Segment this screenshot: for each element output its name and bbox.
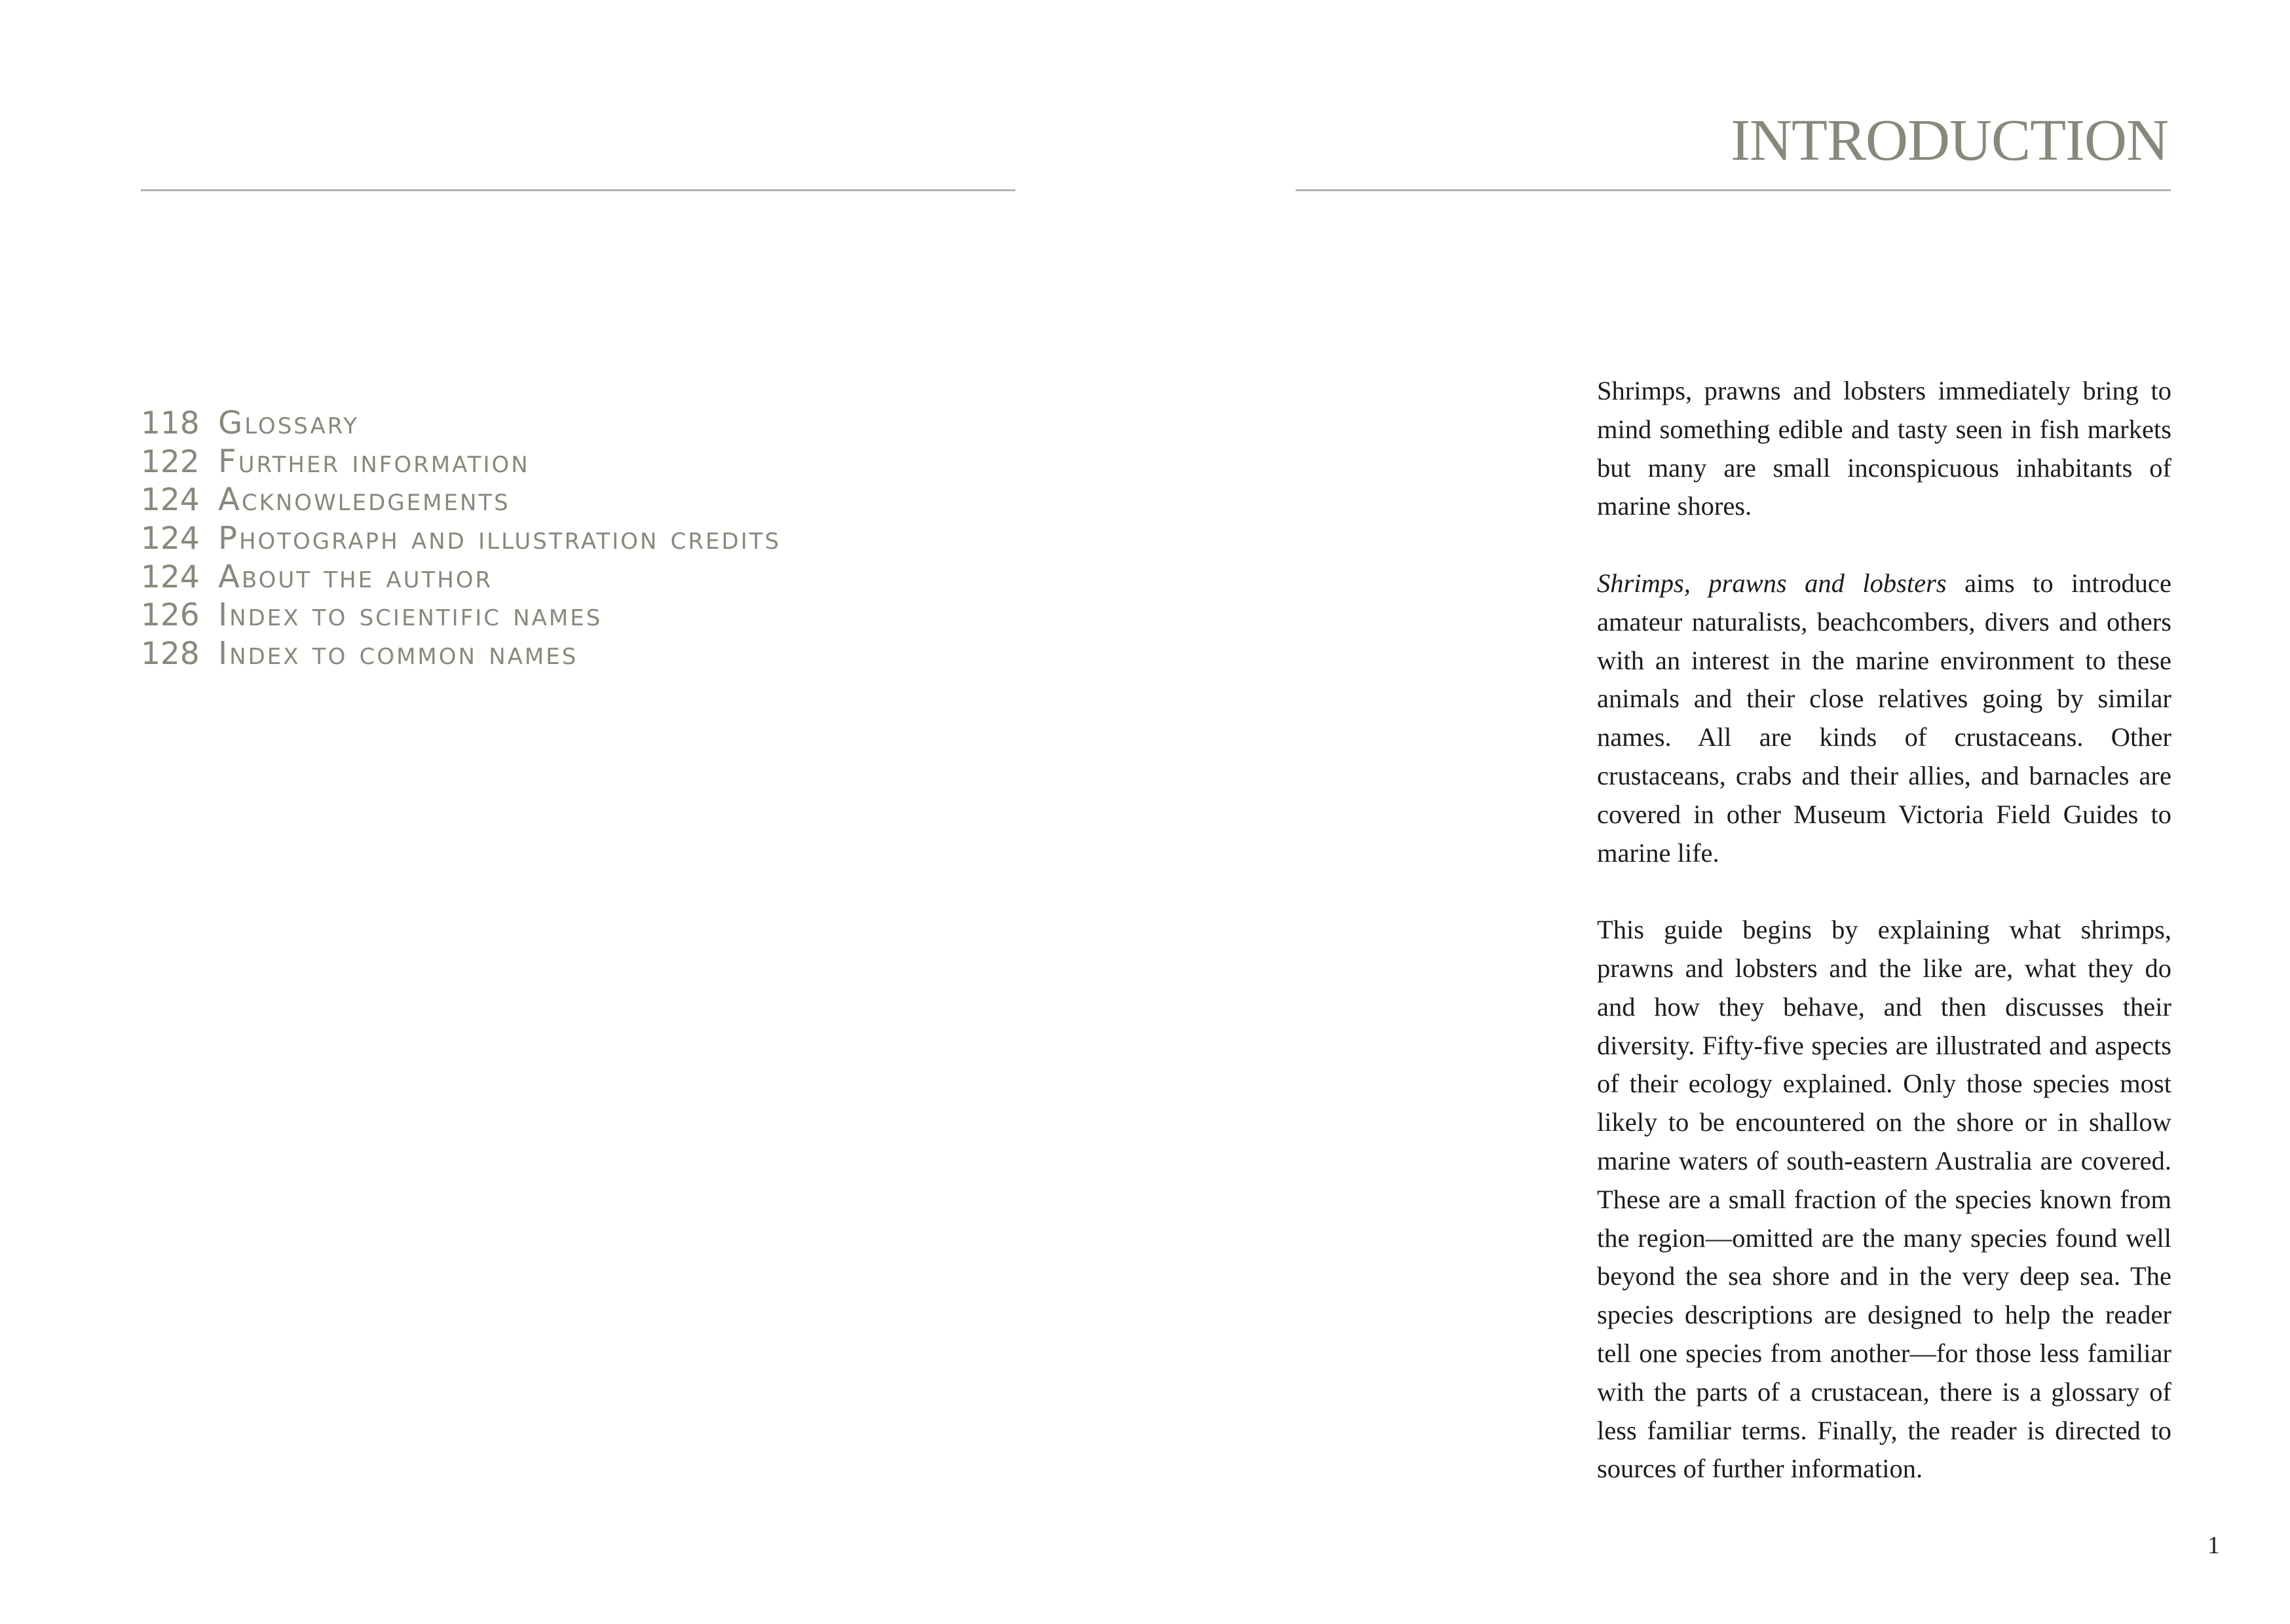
paragraph	[1597, 564, 2171, 872]
introduction-body	[1597, 372, 2171, 1527]
toc-page-number: 128	[141, 636, 200, 673]
paragraph: This guide begins by explaining what shrimps, prawns and lobsters and the like are, what they do and how they behave, and then discusses their diversity. Fifty-five species are illustrated and aspects of their ecology explained. Only those species most likely to be encountered on the shore or in shallow marine waters of south-eastern Australia are covered. These are a small fraction of the species known from the region—omitted are the many species found well beyond the sea shore and in the very deep sea. The species descriptions are designed to help the reader tell one species from another—for those less familiar with the parts of a crustacean, there is a glossary of less familiar terms. Finally, the reader is directed to sources of further information.	[1597, 915, 2171, 1484]
toc-item	[141, 520, 781, 559]
toc-title: Glossary	[218, 405, 359, 441]
toc-title: Index to scientific names	[218, 597, 603, 634]
page-title: INTRODUCTION	[1731, 108, 2168, 173]
toc-title: Further information	[218, 443, 530, 480]
toc-item	[141, 405, 781, 443]
toc-item	[141, 559, 781, 597]
toc-item	[141, 481, 781, 520]
toc-title: About the author	[218, 558, 493, 595]
paragraph: Shrimps, prawns and lobsters immediately bring to mind something edible and tasty seen in fish markets but many are small inconspicuous inhabitants of marine shores.	[1597, 376, 2171, 521]
page-number: 1	[2207, 1532, 2220, 1559]
paragraph-text: aims to introduce amateur naturalists, beachcombers, divers and others with an interest in the marine environment to these animals and their close relatives going by similar names. All are kinds of crustaceans. Other crustaceans, crabs and their allies, and barnacles are covered in other Museum Victoria Field Guides to marine life.	[1597, 568, 2171, 868]
left-header-rule	[141, 189, 1015, 191]
toc-item	[141, 597, 781, 635]
table-of-contents	[141, 405, 781, 674]
toc-item	[141, 443, 781, 482]
toc-page-number: 124	[141, 482, 200, 519]
toc-page-number: 126	[141, 597, 200, 634]
toc-title: Photograph and illustration credits	[218, 520, 781, 557]
toc-page-number: 122	[141, 443, 200, 480]
toc-page-number: 124	[141, 559, 200, 595]
right-header-rule	[1296, 189, 2171, 191]
toc-page-number: 118	[141, 405, 200, 441]
toc-title: Acknowledgements	[218, 481, 510, 519]
toc-title: Index to common names	[218, 635, 578, 673]
toc-item	[141, 635, 781, 674]
book-title-italic: Shrimps, prawns and lobsters	[1597, 568, 1947, 598]
toc-page-number: 124	[141, 521, 200, 557]
